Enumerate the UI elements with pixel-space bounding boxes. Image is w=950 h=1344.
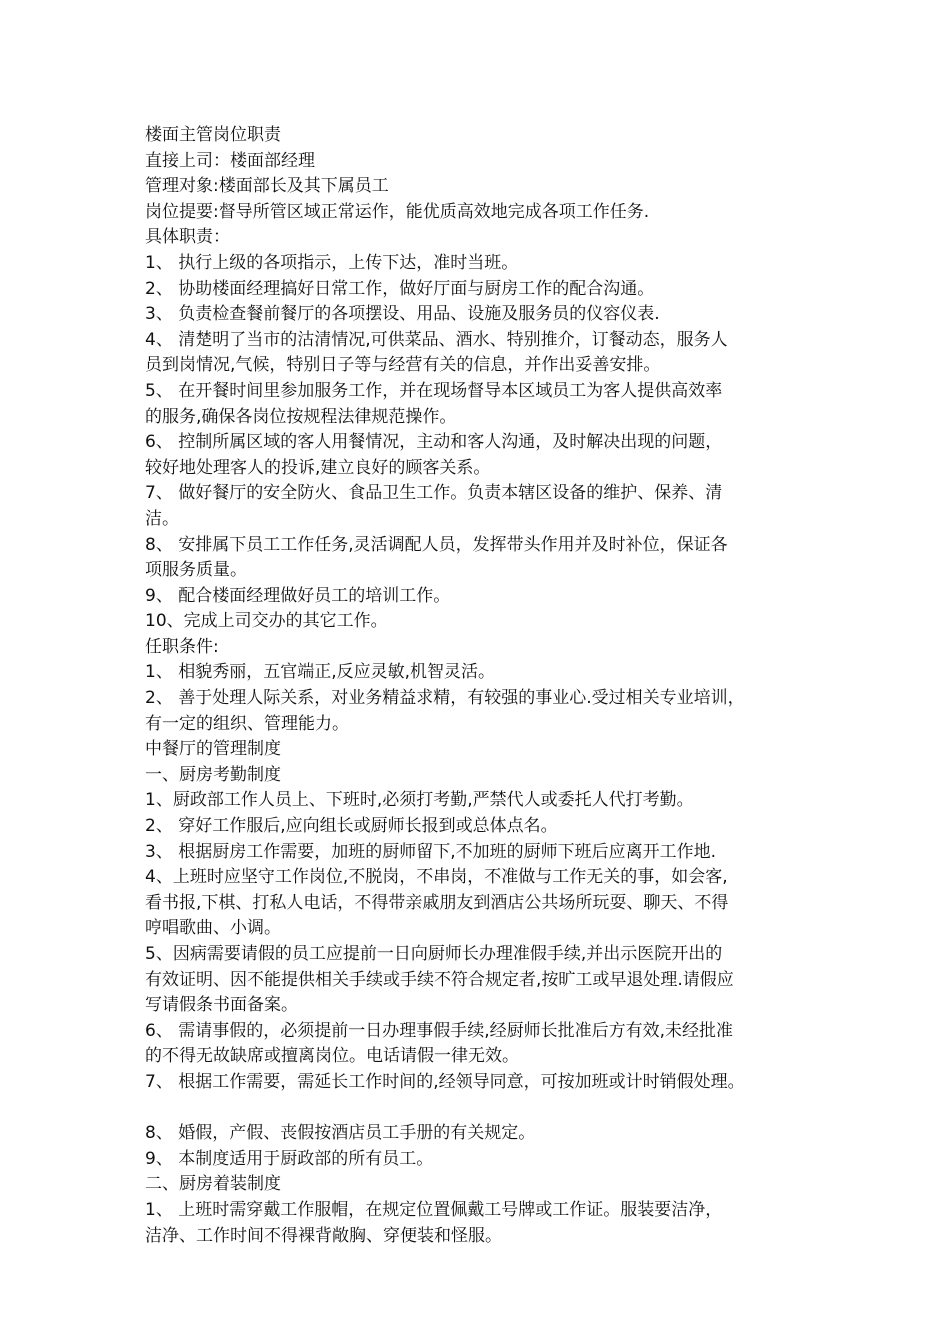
text-line: 一、厨房考勤制度: [145, 764, 281, 785]
text-line: 洁净、工作时间不得裸背敞胸、穿便装和怪服。: [145, 1225, 502, 1246]
text-line: 楼面主管岗位职责: [145, 125, 281, 145]
text-line: 5、 在开餐时间里参加服务工作，并在现场督导本区域员工为客人提供高效率: [145, 380, 723, 401]
text-line: 的不得无故缺席或擅离岗位。电话请假一律无效。: [145, 1046, 519, 1067]
text-line: 有效证明、因不能提供相关手续或手续不符合规定者,按旷工或早退处理.请假应: [145, 969, 734, 990]
text-line: 的服务,确保各岗位按规程法律规范操作。: [145, 406, 457, 427]
text-line: 看书报,下棋、打私人电话，不得带亲戚朋友到酒店公共场所玩耍、聊天、不得: [145, 892, 729, 913]
text-line: 哼唱歌曲、小调。: [145, 918, 281, 939]
text-line: 6、 需请事假的，必须提前一日办理事假手续,经厨师长批准后方有效,未经批准: [145, 1020, 734, 1041]
text-line: 7、 根据工作需要，需延长工作时间的,经领导同意，可按加班或计时销假处理。: [145, 1071, 745, 1092]
text-line: 任职条件:: [145, 636, 219, 657]
text-line: 2、 穿好工作服后,应向组长或厨师长报到或总体点名。: [145, 816, 558, 837]
text-line: 1、 执行上级的各项指示，上传下达，准时当班。: [145, 252, 519, 273]
text-line: 项服务质量。: [145, 560, 247, 581]
text-line: 9、 配合楼面经理做好员工的培训工作。: [145, 585, 451, 606]
text-line: 8、 安排属下员工工作任务,灵活调配人员，发挥带头作用并及时补位，保证各: [145, 534, 728, 555]
text-line: 1、厨政部工作人员上、下班时,必须打考勤,严禁代人或委托人代打考勤。: [145, 790, 694, 811]
text-line: 员到岗情况,气候，特别日子等与经营有关的信息，并作出妥善安排。: [145, 355, 661, 376]
text-line: 洁。: [145, 508, 179, 529]
text-line: 10、完成上司交办的其它工作。: [145, 611, 388, 632]
text-line: 2、 协助楼面经理搞好日常工作，做好厅面与厨房工作的配合沟通。: [145, 278, 655, 299]
text-line: 二、厨房着装制度: [145, 1174, 281, 1195]
text-line: 5、因病需要请假的员工应提前一日向厨师长办理准假手续,并出示医院开出的: [145, 944, 723, 964]
text-line: 写请假条书面备案。: [145, 995, 298, 1016]
text-line: 直接上司：楼面部经理: [145, 150, 315, 171]
text-line: 2、 善于处理人际关系，对业务精益求精，有较强的事业心.受过相关专业培训，: [145, 688, 745, 709]
text-line: 1、 相貌秀丽，五官端正,反应灵敏,机智灵活。: [145, 662, 496, 683]
text-line: 3、 根据厨房工作需要，加班的厨师留下,不加班的厨师下班后应离开工作地.: [145, 841, 717, 862]
text-line: 具体职责：: [145, 227, 230, 248]
document-body: [145, 123, 810, 1249]
text-line: 9、 本制度适用于厨政部的所有员工。: [145, 1148, 434, 1169]
text-line: 较好地处理客人的投诉,建立良好的顾客关系。: [145, 457, 491, 478]
text-line: 8、 婚假，产假、丧假按酒店员工手册的有关规定。: [145, 1123, 536, 1144]
text-line: 6、 控制所属区域的客人用餐情况，主动和客人沟通，及时解决出现的问题，: [145, 432, 723, 453]
text-line: 7、 做好餐厅的安全防火、食品卫生工作。负责本辖区设备的维护、保养、清: [145, 483, 723, 504]
text-line: 管理对象:楼面部长及其下属员工: [145, 176, 389, 197]
text-line: 有一定的组织、管理能力。: [145, 713, 349, 734]
text-line: 1、 上班时需穿戴工作服帽，在规定位置佩戴工号牌或工作证。服装要洁净，: [145, 1199, 723, 1220]
text-line: 中餐厅的管理制度: [145, 739, 281, 760]
text-line: 岗位提要:督导所管区域正常运作，能优质高效地完成各项工作任务.: [145, 201, 650, 222]
text-line: 4、上班时应坚守工作岗位,不脱岗，不串岗，不准做与工作无关的事，如会客,: [145, 867, 728, 888]
text-line: 3、 负责检查餐前餐厅的各项摆设、用品、设施及服务员的仪容仪表.: [145, 304, 660, 325]
text-line: 4、 清楚明了当市的沽清情况,可供菜品、酒水、特别推介，订餐动态，服务人: [145, 329, 728, 350]
blank-line: [145, 1096, 810, 1122]
